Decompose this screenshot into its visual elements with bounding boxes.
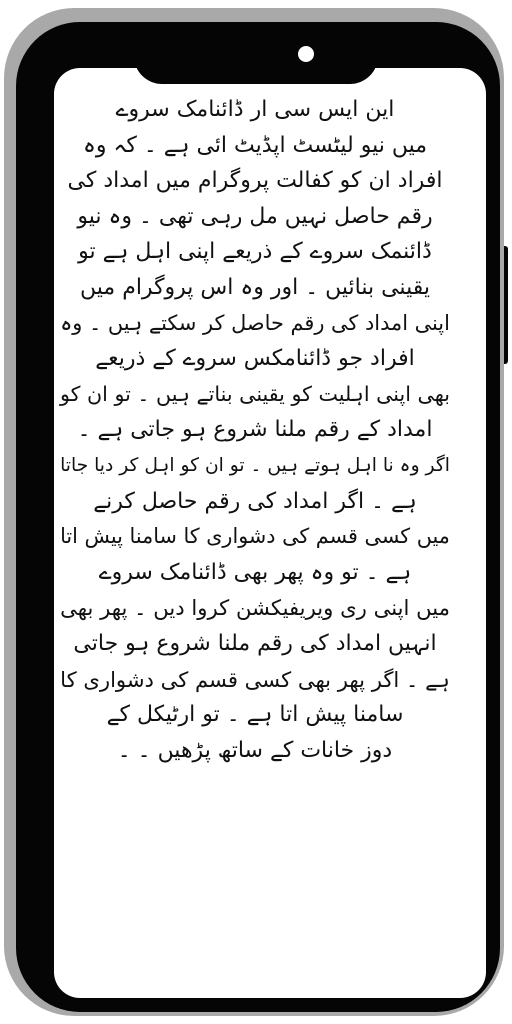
text-line: میں کسی قسم کی دشواری کا سامنا پیش اتا [60, 524, 450, 549]
text-line: امداد کے رقم ملنا شروع ہو جاتی ہے ۔ [77, 417, 433, 443]
text-line: این ایس سی ار ڈائنامک سروے [115, 97, 395, 122]
article-text [60, 92, 450, 768]
text-line: اپنی امداد کی رقم حاصل کر سکتے ہیں ۔ وہ [60, 310, 450, 335]
phone-notch [134, 40, 378, 84]
text-line: میں نیو لیٹسٹ اپڈیٹ ائی ہے ۔ کہ وہ [82, 132, 428, 158]
text-line: سامنا پیش اتا ہے ۔ تو ارٹیکل کے [106, 702, 404, 728]
text-line: ہے ۔ تو وہ پھر بھی ڈائنامک سروے [98, 559, 412, 585]
text-line: رقم حاصل نہیں مل رہی تھی ۔ وہ نیو [77, 203, 433, 229]
text-line: یقینی بنائیں ۔ اور وہ اس پروگرام میں [80, 274, 430, 300]
text-line: میں اپنی ری ویریفیکشن کروا دیں ۔ پھر بھی [60, 595, 450, 621]
text-line: ہے ۔ اگر پھر بھی کسی قسم کی دشواری کا [60, 666, 450, 692]
text-line: دوز خانات کے ساتھ پڑھیں ۔ ۔ [117, 737, 393, 763]
text-line: ڈائنمک سروے کے ذریعے اپنی اہل ہے تو [78, 239, 432, 265]
text-line: انہیں امداد کی رقم ملنا شروع ہو جاتی [73, 630, 437, 656]
text-line: ہے ۔ اگر امداد کی رقم حاصل کرنے [93, 488, 417, 514]
text-line: افراد ان کو کفالت پروگرام میں امداد کی [67, 168, 443, 194]
text-line: اگر وہ نا اہل ہوتے ہیں ۔ تو ان کو اہل کر دیا جاتا [60, 454, 450, 476]
text-line: بھی اپنی اہلیت کو یقینی بناتے ہیں ۔ تو ان کو [60, 381, 450, 406]
text-line: افراد جو ڈائنامکس سروے کے ذریعے [95, 346, 415, 372]
camera-icon [298, 46, 314, 62]
